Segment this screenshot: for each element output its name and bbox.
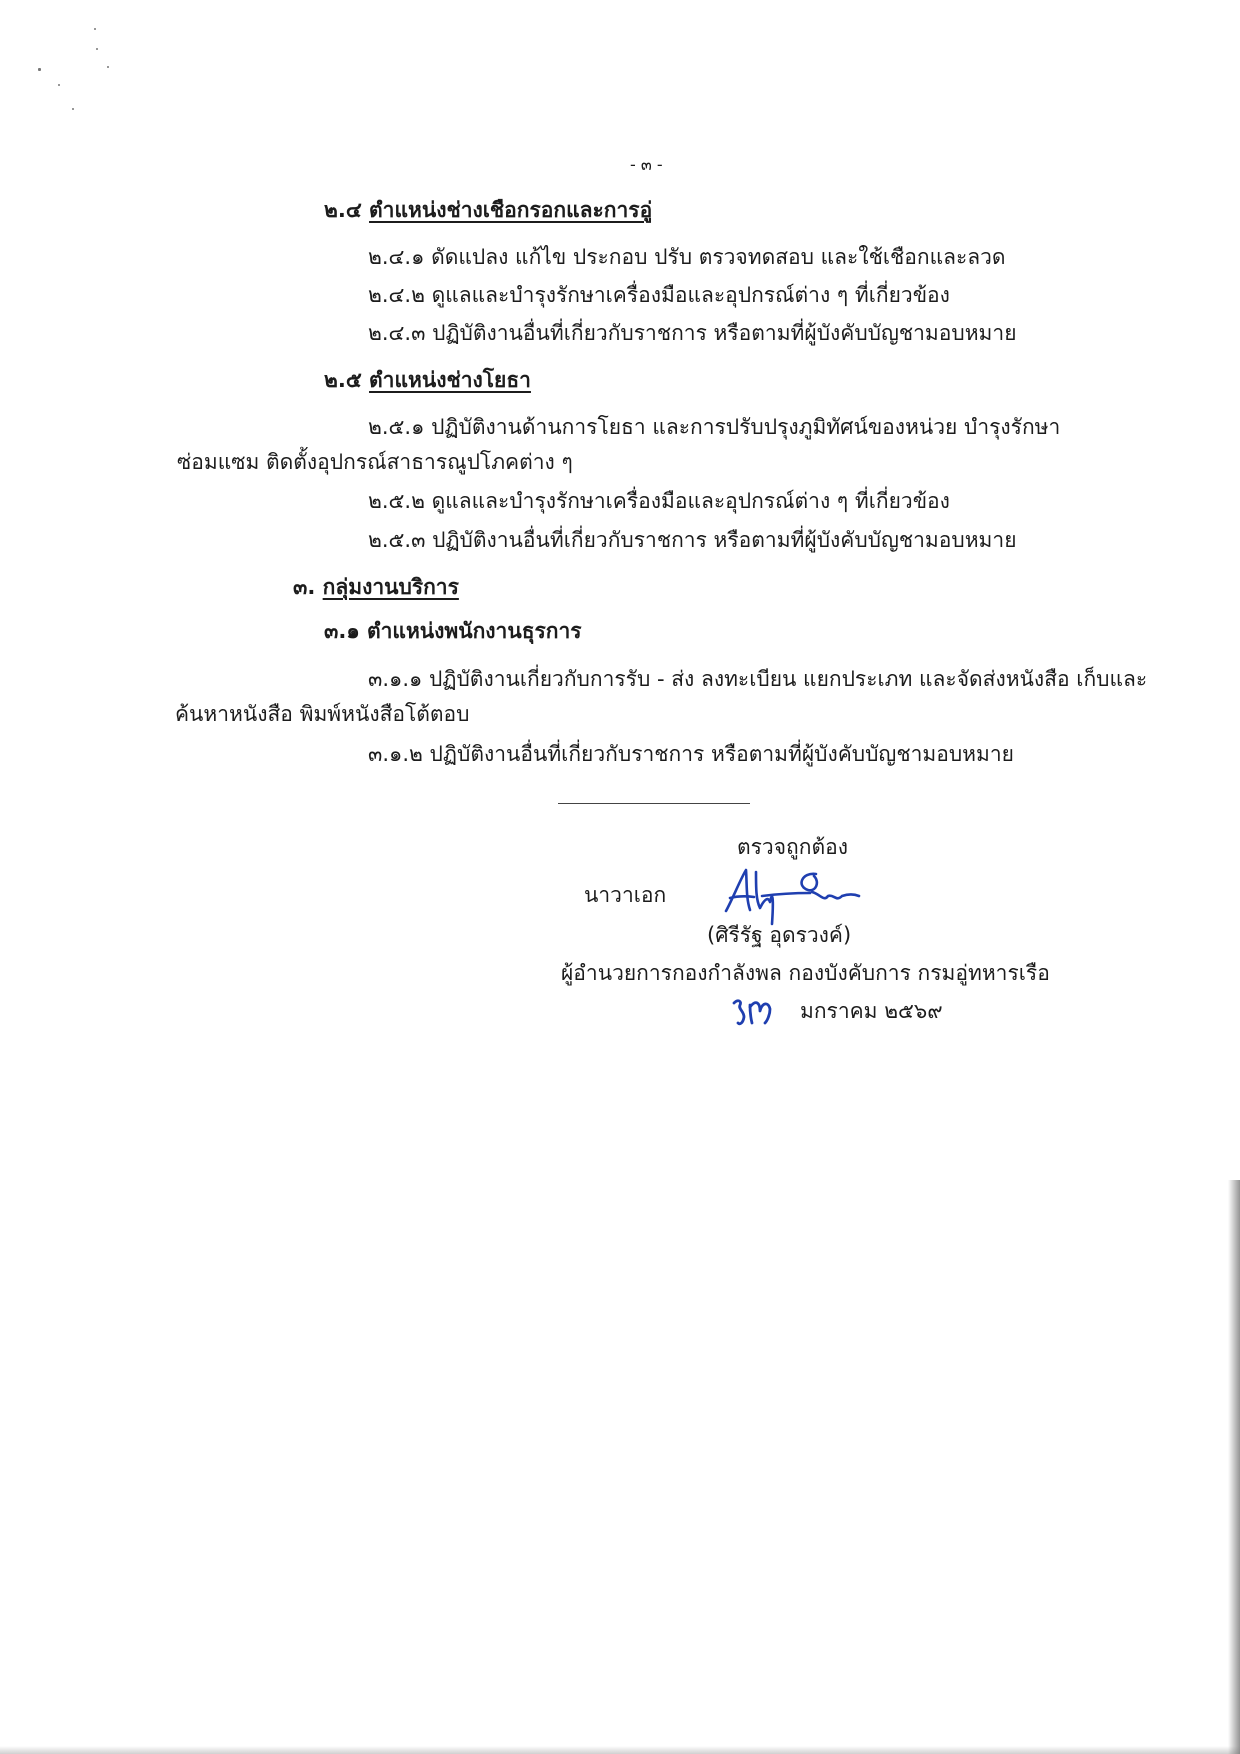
signer-name: (ศิรีรัฐ อุดรวงค์) bbox=[707, 923, 852, 947]
section-2-5-title: ตำแหน่งช่างโยธา bbox=[369, 368, 531, 392]
section-2-4-title: ตำแหน่งช่างเชือกรอกและการอู่ bbox=[369, 198, 653, 222]
section-2-5-item-3: ๒.๕.๓ ปฏิบัติงานอื่นที่เกี่ยวกับราชการ หรือตามที่ผู้บังคับบัญชามอบหมาย bbox=[368, 528, 1017, 552]
section-3-number: ๓. bbox=[293, 575, 316, 599]
scan-shadow-right bbox=[1228, 1180, 1240, 1754]
scan-shadow-bottom bbox=[0, 1746, 1240, 1754]
scan-speck bbox=[94, 28, 96, 30]
page-number: - ๓ - bbox=[630, 155, 663, 174]
section-2-4-number: ๒.๔ bbox=[324, 198, 362, 222]
verified-label: ตรวจถูกต้อง bbox=[737, 835, 848, 859]
scan-speck bbox=[72, 108, 74, 110]
scan-speck bbox=[107, 66, 109, 68]
section-2-4-item-1: ๒.๔.๑ ดัดแปลง แก้ไข ประกอบ ปรับ ตรวจทดสอบ และใช้เชือกและลวด bbox=[368, 245, 1006, 269]
section-3-1-heading: ๓.๑ ตำแหน่งพนักงานธุรการ bbox=[324, 619, 582, 643]
section-2-5-number: ๒.๕ bbox=[324, 368, 362, 392]
section-3-1-item-1-line-2: ค้นหาหนังสือ พิมพ์หนังสือโต้ตอบ bbox=[175, 702, 470, 726]
section-divider bbox=[558, 803, 750, 804]
section-2-4-item-2: ๒.๔.๒ ดูแลและบำรุงรักษาเครื่องมือและอุปกรณ์ต่าง ๆ ที่เกี่ยวข้อง bbox=[368, 283, 950, 307]
section-3-1-item-2: ๓.๑.๒ ปฏิบัติงานอื่นที่เกี่ยวกับราชการ หรือตามที่ผู้บังคับบัญชามอบหมาย bbox=[368, 742, 1014, 766]
section-3-1-item-1-line-1: ๓.๑.๑ ปฏิบัติงานเกี่ยวกับการรับ - ส่ง ลงทะเบียน แยกประเภท และจัดส่งหนังสือ เก็บและ bbox=[368, 667, 1148, 691]
handwritten-signature bbox=[716, 866, 861, 928]
scan-speck bbox=[38, 68, 41, 71]
handwritten-day bbox=[730, 995, 774, 1027]
section-2-5-heading bbox=[324, 365, 531, 395]
signer-rank: นาวาเอก bbox=[584, 883, 667, 907]
section-2-5-item-2: ๒.๕.๒ ดูแลและบำรุงรักษาเครื่องมือและอุปกรณ์ต่าง ๆ ที่เกี่ยวข้อง bbox=[368, 489, 950, 513]
section-2-5-item-1-line-2: ซ่อมแซม ติดตั้งอุปกรณ์สาธารณูปโภคต่าง ๆ bbox=[177, 450, 573, 474]
scan-speck bbox=[96, 48, 98, 50]
section-2-4-item-3: ๒.๔.๓ ปฏิบัติงานอื่นที่เกี่ยวกับราชการ หรือตามที่ผู้บังคับบัญชามอบหมาย bbox=[368, 321, 1017, 345]
signer-position: ผู้อำนวยการกองกำลังพล กองบังคับการ กรมอู่ทหารเรือ bbox=[561, 961, 1050, 985]
section-3-title: กลุ่มงานบริการ bbox=[322, 575, 459, 599]
scan-speck bbox=[58, 84, 60, 86]
signing-month-year: มกราคม ๒๕๖๙ bbox=[800, 999, 943, 1023]
section-3-heading bbox=[293, 572, 459, 602]
section-2-5-item-1-line-1: ๒.๕.๑ ปฏิบัติงานด้านการโยธา และการปรับปรุงภูมิทัศน์ของหน่วย บำรุงรักษา bbox=[368, 415, 1061, 439]
section-2-4-heading bbox=[324, 195, 652, 225]
